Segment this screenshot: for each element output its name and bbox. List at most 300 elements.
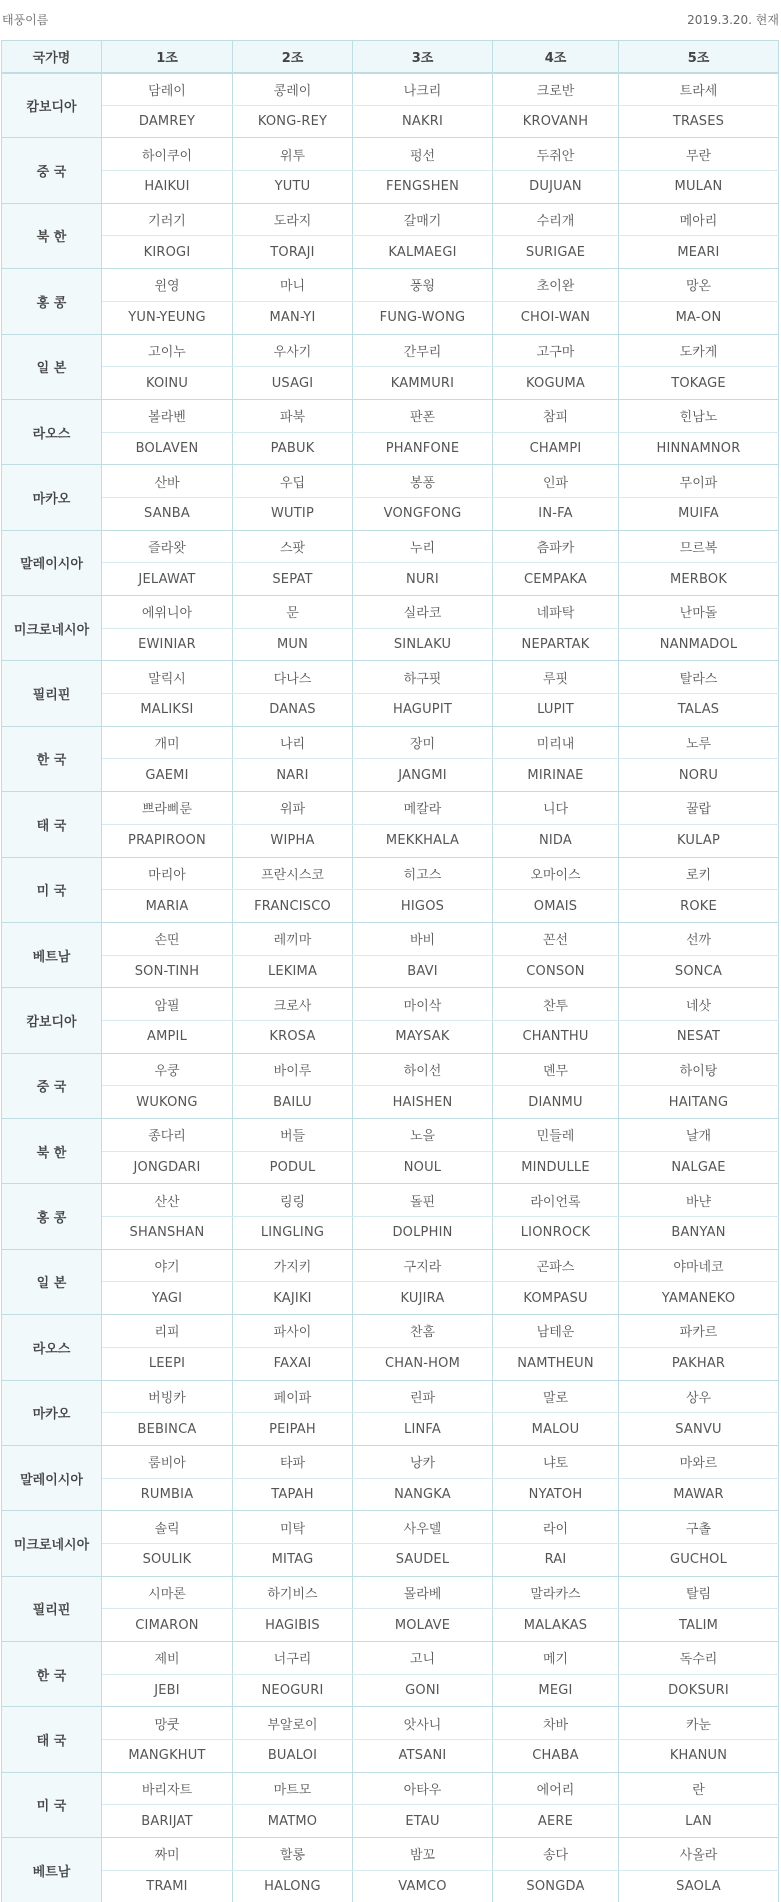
typhoon-name-korean: 고니 [353, 1642, 493, 1675]
table-row-english [2, 432, 779, 465]
typhoon-name-korean: 암필 [102, 988, 233, 1021]
typhoon-name-korean: 콩레이 [233, 73, 353, 106]
table-row-korean [2, 922, 779, 955]
typhoon-name-english: HIGOS [353, 890, 493, 923]
typhoon-name-english: WIPHA [233, 824, 353, 857]
typhoon-name-korean: 낭카 [353, 1445, 493, 1478]
typhoon-name-korean: 앗사니 [353, 1707, 493, 1740]
typhoon-name-korean: 라이 [493, 1511, 619, 1544]
typhoon-name-korean: 상우 [619, 1380, 779, 1413]
typhoon-name-english: LINGLING [233, 1217, 353, 1250]
typhoon-name-english: SANBA [102, 497, 233, 530]
typhoon-name-korean: 츰파카 [493, 530, 619, 563]
typhoon-name-korean: 리피 [102, 1315, 233, 1348]
table-row-korean [2, 857, 779, 890]
typhoon-name-english: NORU [619, 759, 779, 792]
typhoon-name-korean: 크로사 [233, 988, 353, 1021]
typhoon-names-table [1, 40, 779, 1902]
table-row-korean [2, 399, 779, 432]
typhoon-name-english: PAKHAR [619, 1347, 779, 1380]
typhoon-name-korean: 날개 [619, 1119, 779, 1152]
country-cell: 중 국 [2, 138, 102, 203]
table-row-korean [2, 138, 779, 171]
typhoon-name-korean: 간무리 [353, 334, 493, 367]
typhoon-name-korean: 우사기 [233, 334, 353, 367]
typhoon-name-korean: 솔릭 [102, 1511, 233, 1544]
typhoon-name-english: VAMCO [353, 1870, 493, 1902]
typhoon-name-english: BANYAN [619, 1217, 779, 1250]
typhoon-name-english: GUCHOL [619, 1543, 779, 1576]
typhoon-name-english: BUALOI [233, 1740, 353, 1773]
table-row-english [2, 1740, 779, 1773]
country-cell: 일 본 [2, 334, 102, 399]
typhoon-name-korean: 사올라 [619, 1838, 779, 1871]
typhoon-name-english: BOLAVEN [102, 432, 233, 465]
typhoon-name-korean: 타파 [233, 1445, 353, 1478]
typhoon-name-english: PHANFONE [353, 432, 493, 465]
typhoon-name-english: DOLPHIN [353, 1217, 493, 1250]
country-cell: 마카오 [2, 1380, 102, 1445]
table-row-korean [2, 73, 779, 106]
typhoon-name-english: MEGI [493, 1674, 619, 1707]
typhoon-name-english: BEBINCA [102, 1413, 233, 1446]
typhoon-name-korean: 우딥 [233, 465, 353, 498]
typhoon-name-english: KULAP [619, 824, 779, 857]
typhoon-name-english: SONGDA [493, 1870, 619, 1902]
typhoon-name-korean: 버빙카 [102, 1380, 233, 1413]
typhoon-name-english: LUPIT [493, 694, 619, 727]
typhoon-name-korean: 짜미 [102, 1838, 233, 1871]
typhoon-name-english: KUJIRA [353, 1282, 493, 1315]
table-row-korean [2, 1380, 779, 1413]
typhoon-name-english: MALIKSI [102, 694, 233, 727]
typhoon-name-korean: 쁘라삐룬 [102, 792, 233, 825]
typhoon-name-english: SINLAKU [353, 628, 493, 661]
typhoon-name-korean: 차바 [493, 1707, 619, 1740]
typhoon-name-korean: 말릭시 [102, 661, 233, 694]
typhoon-name-english: SHANSHAN [102, 1217, 233, 1250]
typhoon-name-korean: 밤꼬 [353, 1838, 493, 1871]
table-row-korean [2, 1184, 779, 1217]
table-row-korean [2, 334, 779, 367]
country-cell: 태 국 [2, 792, 102, 857]
table-row-korean [2, 596, 779, 629]
table-row-english [2, 1020, 779, 1053]
typhoon-name-english: ETAU [353, 1805, 493, 1838]
typhoon-name-english: MATMO [233, 1805, 353, 1838]
typhoon-name-english: NARI [233, 759, 353, 792]
typhoon-name-korean: 뎬무 [493, 1053, 619, 1086]
typhoon-name-korean: 시마론 [102, 1576, 233, 1609]
typhoon-name-korean: 네파탁 [493, 596, 619, 629]
typhoon-name-english: SANVU [619, 1413, 779, 1446]
typhoon-name-english: TORAJI [233, 236, 353, 269]
table-row-korean [2, 792, 779, 825]
typhoon-name-korean: 기러기 [102, 203, 233, 236]
typhoon-name-english: TALIM [619, 1609, 779, 1642]
typhoon-name-korean: 인파 [493, 465, 619, 498]
typhoon-name-english: NOUL [353, 1151, 493, 1184]
table-row-korean [2, 1445, 779, 1478]
typhoon-name-english: LINFA [353, 1413, 493, 1446]
country-cell: 일 본 [2, 1249, 102, 1314]
typhoon-name-english: HALONG [233, 1870, 353, 1902]
typhoon-name-korean: 장미 [353, 726, 493, 759]
country-cell: 캄보디아 [2, 988, 102, 1053]
typhoon-name-korean: 제비 [102, 1642, 233, 1675]
typhoon-name-korean: 프란시스코 [233, 857, 353, 890]
typhoon-name-english: FAXAI [233, 1347, 353, 1380]
country-cell: 베트남 [2, 1838, 102, 1902]
table-row-korean [2, 1315, 779, 1348]
typhoon-name-english: LIONROCK [493, 1217, 619, 1250]
typhoon-name-english: DUJUAN [493, 171, 619, 204]
table-row-english [2, 1543, 779, 1576]
typhoon-name-english: MUN [233, 628, 353, 661]
typhoon-name-english: HAITANG [619, 1086, 779, 1119]
typhoon-name-english: NAKRI [353, 105, 493, 138]
typhoon-name-english: RAI [493, 1543, 619, 1576]
table-row-korean [2, 661, 779, 694]
typhoon-name-english: NEPARTAK [493, 628, 619, 661]
typhoon-name-korean: 수리개 [493, 203, 619, 236]
typhoon-name-english: SURIGAE [493, 236, 619, 269]
typhoon-name-korean: 펑선 [353, 138, 493, 171]
typhoon-name-korean: 곤파스 [493, 1249, 619, 1282]
typhoon-name-korean: 참피 [493, 399, 619, 432]
table-row-english [2, 1217, 779, 1250]
typhoon-name-english: JELAWAT [102, 563, 233, 596]
typhoon-name-english: YAGI [102, 1282, 233, 1315]
table-row-english [2, 1413, 779, 1446]
typhoon-name-english: KOGUMA [493, 367, 619, 400]
typhoon-name-korean: 꼰선 [493, 922, 619, 955]
table-row-english [2, 563, 779, 596]
typhoon-name-english: HAISHEN [353, 1086, 493, 1119]
country-cell: 미크로네시아 [2, 596, 102, 661]
typhoon-name-english: TAPAH [233, 1478, 353, 1511]
typhoon-name-english: TOKAGE [619, 367, 779, 400]
table-row-english [2, 1674, 779, 1707]
typhoon-name-english: NANGKA [353, 1478, 493, 1511]
typhoon-name-korean: 파사이 [233, 1315, 353, 1348]
table-row-english [2, 955, 779, 988]
typhoon-name-korean: 메아리 [619, 203, 779, 236]
column-header-group-1: 1조 [102, 41, 233, 73]
typhoon-name-english: FRANCISCO [233, 890, 353, 923]
typhoon-name-english: LEKIMA [233, 955, 353, 988]
typhoon-name-english: KIROGI [102, 236, 233, 269]
typhoon-name-korean: 난마돌 [619, 596, 779, 629]
as-of-date: 2019.3.20. 현재 [687, 13, 779, 27]
typhoon-name-english: PEIPAH [233, 1413, 353, 1446]
country-cell: 북 한 [2, 203, 102, 268]
typhoon-name-korean: 히고스 [353, 857, 493, 890]
typhoon-name-english: CIMARON [102, 1609, 233, 1642]
table-row-korean [2, 1642, 779, 1675]
typhoon-name-english: JONGDARI [102, 1151, 233, 1184]
table-row-english [2, 1282, 779, 1315]
typhoon-name-korean: 아타우 [353, 1772, 493, 1805]
country-cell: 홍 콩 [2, 269, 102, 334]
typhoon-name-english: SOULIK [102, 1543, 233, 1576]
typhoon-name-korean: 두쥐안 [493, 138, 619, 171]
typhoon-name-english: NAMTHEUN [493, 1347, 619, 1380]
table-row-english [2, 367, 779, 400]
typhoon-name-korean: 린파 [353, 1380, 493, 1413]
table-row-english [2, 236, 779, 269]
typhoon-name-english: MALAKAS [493, 1609, 619, 1642]
typhoon-name-korean: 부알로이 [233, 1707, 353, 1740]
typhoon-name-korean: 메칼라 [353, 792, 493, 825]
table-row-korean [2, 465, 779, 498]
typhoon-name-english: MINDULLE [493, 1151, 619, 1184]
typhoon-name-korean: 마트모 [233, 1772, 353, 1805]
typhoon-name-korean: 노을 [353, 1119, 493, 1152]
typhoon-name-english: KOINU [102, 367, 233, 400]
typhoon-name-english: HINNAMNOR [619, 432, 779, 465]
typhoon-name-english: DANAS [233, 694, 353, 727]
country-cell: 미크로네시아 [2, 1511, 102, 1576]
typhoon-name-english: MUIFA [619, 497, 779, 530]
typhoon-name-english: GONI [353, 1674, 493, 1707]
typhoon-name-english: DAMREY [102, 105, 233, 138]
page-title: 태풍이름 [2, 13, 49, 27]
column-header-group-3: 3조 [353, 41, 493, 73]
table-row-english [2, 628, 779, 661]
typhoon-name-korean: 마니 [233, 269, 353, 302]
typhoon-name-korean: 에위니아 [102, 596, 233, 629]
typhoon-name-english: LEEPI [102, 1347, 233, 1380]
typhoon-name-korean: 산산 [102, 1184, 233, 1217]
typhoon-name-english: TRASES [619, 105, 779, 138]
typhoon-name-english: DIANMU [493, 1086, 619, 1119]
typhoon-name-korean: 무란 [619, 138, 779, 171]
typhoon-name-english: MOLAVE [353, 1609, 493, 1642]
typhoon-name-english: AERE [493, 1805, 619, 1838]
country-cell: 캄보디아 [2, 73, 102, 138]
typhoon-name-korean: 하이탕 [619, 1053, 779, 1086]
typhoon-name-korean: 카눈 [619, 1707, 779, 1740]
typhoon-name-korean: 위파 [233, 792, 353, 825]
typhoon-name-korean: 손띤 [102, 922, 233, 955]
typhoon-name-korean: 레끼마 [233, 922, 353, 955]
table-row-english [2, 1478, 779, 1511]
typhoon-name-english: MAWAR [619, 1478, 779, 1511]
table-row-korean [2, 1249, 779, 1282]
typhoon-name-korean: 메기 [493, 1642, 619, 1675]
typhoon-name-english: SAUDEL [353, 1543, 493, 1576]
typhoon-name-english: KAJIKI [233, 1282, 353, 1315]
typhoon-name-english: KROVANH [493, 105, 619, 138]
table-row-korean [2, 1053, 779, 1086]
typhoon-name-korean: 판폰 [353, 399, 493, 432]
typhoon-name-english: EWINIAR [102, 628, 233, 661]
typhoon-name-english: MAN-YI [233, 301, 353, 334]
typhoon-name-english: RUMBIA [102, 1478, 233, 1511]
typhoon-name-korean: 바이루 [233, 1053, 353, 1086]
typhoon-name-korean: 다나스 [233, 661, 353, 694]
typhoon-name-english: MIRINAE [493, 759, 619, 792]
typhoon-name-korean: 윈영 [102, 269, 233, 302]
typhoon-name-korean: 담레이 [102, 73, 233, 106]
typhoon-name-korean: 버들 [233, 1119, 353, 1152]
typhoon-name-korean: 실라코 [353, 596, 493, 629]
country-cell: 필리핀 [2, 661, 102, 726]
typhoon-name-korean: 구촐 [619, 1511, 779, 1544]
table-row-korean [2, 1838, 779, 1871]
country-cell: 베트남 [2, 922, 102, 987]
country-cell: 미 국 [2, 857, 102, 922]
column-header-country: 국가명 [2, 41, 102, 73]
table-row-korean [2, 1707, 779, 1740]
typhoon-name-english: CONSON [493, 955, 619, 988]
typhoon-name-english: CHABA [493, 1740, 619, 1773]
typhoon-name-korean: 말라카스 [493, 1576, 619, 1609]
country-cell: 말레이시아 [2, 530, 102, 595]
typhoon-name-english: ROKE [619, 890, 779, 923]
typhoon-name-korean: 누리 [353, 530, 493, 563]
table-row-english [2, 497, 779, 530]
typhoon-name-korean: 돌핀 [353, 1184, 493, 1217]
typhoon-name-english: ATSANI [353, 1740, 493, 1773]
typhoon-name-english: NEOGURI [233, 1674, 353, 1707]
typhoon-name-english: MARIA [102, 890, 233, 923]
typhoon-name-korean: 파북 [233, 399, 353, 432]
typhoon-name-korean: 망온 [619, 269, 779, 302]
typhoon-name-korean: 찬홈 [353, 1315, 493, 1348]
table-body [2, 73, 779, 1902]
country-cell: 한 국 [2, 1642, 102, 1707]
table-row-english [2, 824, 779, 857]
typhoon-name-english: MA-ON [619, 301, 779, 334]
typhoon-name-english: MULAN [619, 171, 779, 204]
country-cell: 북 한 [2, 1119, 102, 1184]
country-cell: 마카오 [2, 465, 102, 530]
typhoon-name-korean: 하구핏 [353, 661, 493, 694]
typhoon-name-korean: 바비 [353, 922, 493, 955]
typhoon-name-english: HAGIBIS [233, 1609, 353, 1642]
country-cell: 미 국 [2, 1772, 102, 1837]
typhoon-name-korean: 탈라스 [619, 661, 779, 694]
typhoon-name-korean: 바냔 [619, 1184, 779, 1217]
typhoon-name-korean: 봉퐁 [353, 465, 493, 498]
typhoon-name-english: OMAIS [493, 890, 619, 923]
typhoon-name-korean: 냐토 [493, 1445, 619, 1478]
typhoon-name-korean: 란 [619, 1772, 779, 1805]
typhoon-name-korean: 나리 [233, 726, 353, 759]
typhoon-name-korean: 하이쿠이 [102, 138, 233, 171]
table-row-korean [2, 269, 779, 302]
typhoon-name-korean: 도카게 [619, 334, 779, 367]
typhoon-name-korean: 마리아 [102, 857, 233, 890]
typhoon-name-korean: 파카르 [619, 1315, 779, 1348]
typhoon-name-korean: 미탁 [233, 1511, 353, 1544]
typhoon-name-english: SAOLA [619, 1870, 779, 1902]
column-header-group-4: 4조 [493, 41, 619, 73]
typhoon-name-korean: 너구리 [233, 1642, 353, 1675]
typhoon-name-english: GAEMI [102, 759, 233, 792]
typhoon-name-korean: 고이누 [102, 334, 233, 367]
typhoon-name-korean: 풍웡 [353, 269, 493, 302]
typhoon-name-english: VONGFONG [353, 497, 493, 530]
typhoon-name-korean: 도라지 [233, 203, 353, 236]
typhoon-name-korean: 우쿵 [102, 1053, 233, 1086]
typhoon-name-korean: 룸비아 [102, 1445, 233, 1478]
country-cell: 라오스 [2, 1315, 102, 1380]
typhoon-name-korean: 바리자트 [102, 1772, 233, 1805]
typhoon-name-english: CHAMPI [493, 432, 619, 465]
typhoon-name-korean: 루핏 [493, 661, 619, 694]
typhoon-name-english: NURI [353, 563, 493, 596]
table-row-korean [2, 1119, 779, 1152]
typhoon-name-korean: 크로반 [493, 73, 619, 106]
typhoon-name-english: CHAN-HOM [353, 1347, 493, 1380]
typhoon-name-korean: 구지라 [353, 1249, 493, 1282]
typhoon-name-english: LAN [619, 1805, 779, 1838]
typhoon-name-english: MALOU [493, 1413, 619, 1446]
typhoon-name-english: NESAT [619, 1020, 779, 1053]
typhoon-name-english: KALMAEGI [353, 236, 493, 269]
table-row-korean [2, 530, 779, 563]
typhoon-name-korean: 링링 [233, 1184, 353, 1217]
typhoon-name-korean: 고구마 [493, 334, 619, 367]
typhoon-name-english: IN-FA [493, 497, 619, 530]
typhoon-name-korean: 노루 [619, 726, 779, 759]
table-row-english [2, 1870, 779, 1902]
typhoon-name-english: USAGI [233, 367, 353, 400]
typhoon-name-english: BARIJAT [102, 1805, 233, 1838]
typhoon-name-korean: 위투 [233, 138, 353, 171]
typhoon-name-korean: 볼라벤 [102, 399, 233, 432]
table-row-korean [2, 988, 779, 1021]
table-row-korean [2, 1511, 779, 1544]
typhoon-name-english: NYATOH [493, 1478, 619, 1511]
table-row-english [2, 301, 779, 334]
typhoon-name-korean: 탈림 [619, 1576, 779, 1609]
typhoon-name-korean: 종다리 [102, 1119, 233, 1152]
typhoon-name-english: PABUK [233, 432, 353, 465]
typhoon-name-korean: 몰라베 [353, 1576, 493, 1609]
typhoon-name-korean: 할롱 [233, 1838, 353, 1871]
top-bar [0, 0, 781, 40]
typhoon-name-english: WUTIP [233, 497, 353, 530]
typhoon-name-korean: 남테운 [493, 1315, 619, 1348]
table-row-english [2, 694, 779, 727]
typhoon-name-korean: 망쿳 [102, 1707, 233, 1740]
typhoon-name-english: CEMPAKA [493, 563, 619, 596]
typhoon-name-korean: 트라세 [619, 73, 779, 106]
typhoon-name-english: MANGKHUT [102, 1740, 233, 1773]
typhoon-name-korean: 독수리 [619, 1642, 779, 1675]
table-row-korean [2, 1576, 779, 1609]
typhoon-name-korean: 즐라왓 [102, 530, 233, 563]
table-row-english [2, 1805, 779, 1838]
typhoon-name-english: KOMPASU [493, 1282, 619, 1315]
table-row-english [2, 759, 779, 792]
typhoon-name-english: YUN-YEUNG [102, 301, 233, 334]
typhoon-name-korean: 가지키 [233, 1249, 353, 1282]
typhoon-name-korean: 무이파 [619, 465, 779, 498]
column-header-group-5: 5조 [619, 41, 779, 73]
typhoon-name-english: NALGAE [619, 1151, 779, 1184]
table-header-row [2, 41, 779, 73]
typhoon-name-korean: 네삿 [619, 988, 779, 1021]
country-cell: 태 국 [2, 1707, 102, 1772]
typhoon-name-english: SEPAT [233, 563, 353, 596]
typhoon-name-english: WUKONG [102, 1086, 233, 1119]
typhoon-name-english: YUTU [233, 171, 353, 204]
